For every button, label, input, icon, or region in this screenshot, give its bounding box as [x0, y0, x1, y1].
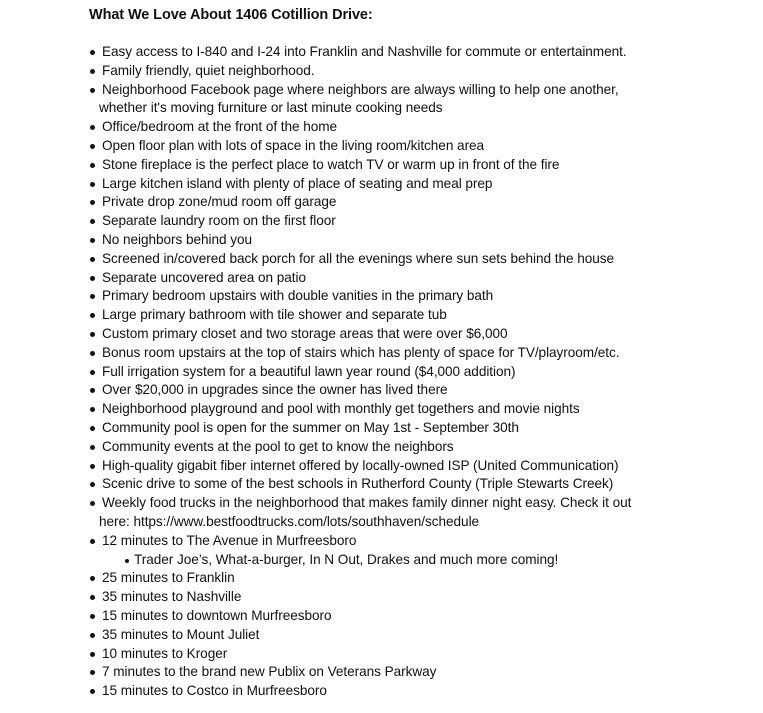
- list-item: Neighborhood playground and pool with monthly get togethers and movie nights: [89, 400, 759, 419]
- list-item: Separate uncovered area on patio: [89, 269, 759, 288]
- list-item-continuation: whether it's moving furniture or last minute cooking needs: [99, 100, 443, 116]
- list-item: Neighborhood Facebook page where neighbors are always willing to help one another, whether it's moving furniture or last minute cooking needs: [89, 81, 759, 119]
- list-item: 25 minutes to Franklin: [89, 569, 759, 588]
- list-item: Bonus room upstairs at the top of stairs which has plenty of space for TV/playroom/etc.: [89, 344, 759, 363]
- list-item: Large primary bathroom with tile shower and separate tub: [89, 306, 759, 325]
- list-item: Scenic drive to some of the best schools in Rutherford County (Triple Stewarts Creek): [89, 475, 759, 494]
- list-item: Stone fireplace is the perfect place to watch TV or warm up in front of the fire: [89, 156, 759, 175]
- list-item: Large kitchen island with plenty of place of seating and meal prep: [89, 175, 759, 194]
- list-item: Private drop zone/mud room off garage: [89, 193, 759, 212]
- list-item: Weekly food trucks in the neighborhood that makes family dinner night easy. Check it out here: https://www.bestfoodtrucks.com/lots/southhaven/schedule: [89, 494, 759, 532]
- list-item: 10 minutes to Kroger: [89, 645, 759, 664]
- list-item: Family friendly, quiet neighborhood.: [89, 62, 759, 81]
- list-item: High-quality gigabit fiber internet offered by locally-owned ISP (United Communication): [89, 457, 759, 476]
- list-item: Community pool is open for the summer on May 1st - September 30th: [89, 419, 759, 438]
- list-item: 35 minutes to Mount Juliet: [89, 626, 759, 645]
- list-item: Full irrigation system for a beautiful lawn year round ($4,000 addition): [89, 363, 759, 382]
- feature-list: [89, 43, 759, 701]
- list-item: 35 minutes to Nashville: [89, 588, 759, 607]
- document-title: What We Love About 1406 Cotillion Drive:: [89, 7, 373, 23]
- list-item-continuation: here: https://www.bestfoodtrucks.com/lots/southhaven/schedule: [99, 513, 480, 529]
- list-item: 15 minutes to Costco in Murfreesboro: [89, 682, 759, 701]
- sub-list: [102, 551, 759, 570]
- list-item: Over $20,000 in upgrades since the owner has lived there: [89, 381, 759, 400]
- list-item: Separate laundry room on the first floor: [89, 212, 759, 231]
- list-item: Community events at the pool to get to know the neighbors: [89, 438, 759, 457]
- list-item: Custom primary closet and two storage areas that were over $6,000: [89, 325, 759, 344]
- document: [89, 6, 759, 701]
- list-item: Open floor plan with lots of space in the living room/kitchen area: [89, 137, 759, 156]
- list-item: Easy access to I-840 and I-24 into Franklin and Nashville for commute or entertainment.: [89, 43, 759, 62]
- list-item: Primary bedroom upstairs with double vanities in the primary bath: [89, 287, 759, 306]
- list-item: No neighbors behind you: [89, 231, 759, 250]
- list-item: Office/bedroom at the front of the home: [89, 118, 759, 137]
- sub-list-item: Trader Joe’s, What-a-burger, In N Out, Drakes and much more coming!: [122, 551, 759, 570]
- list-item: 15 minutes to downtown Murfreesboro: [89, 607, 759, 626]
- list-item: 12 minutes to The Avenue in Murfreesboro Trader Joe’s, What-a-burger, In N Out, Drakes and much more coming!: [89, 532, 759, 570]
- list-item: Screened in/covered back porch for all the evenings where sun sets behind the house: [89, 250, 759, 269]
- list-item: 7 minutes to the brand new Publix on Veterans Parkway: [89, 663, 759, 682]
